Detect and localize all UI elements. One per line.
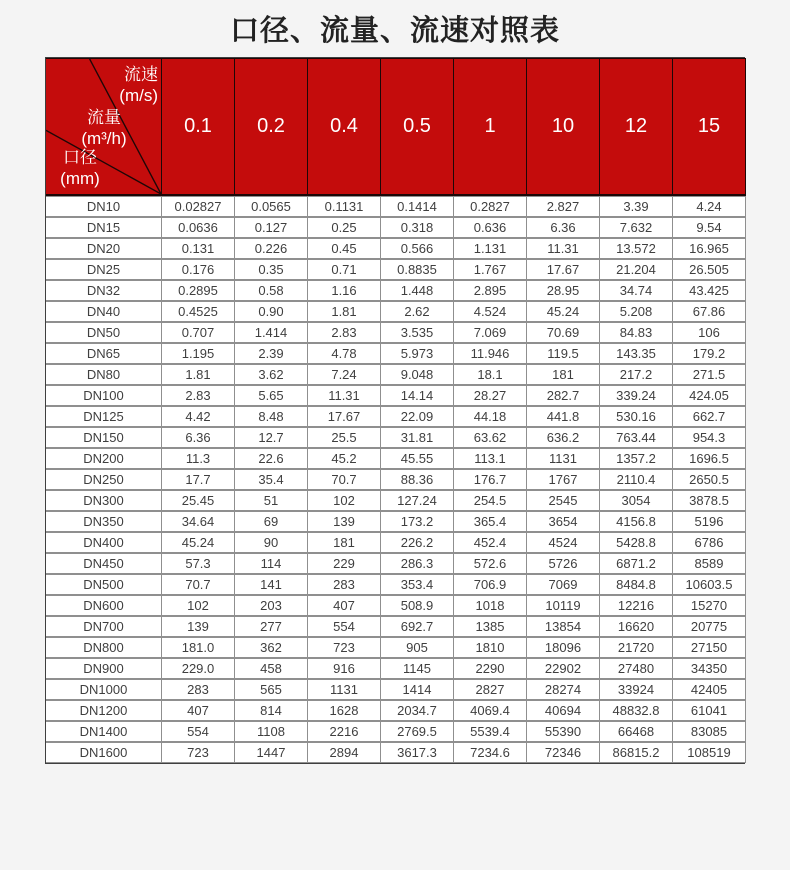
table-row: [46, 448, 746, 469]
flow-value-cell: 21.204: [600, 259, 673, 280]
diameter-cell: DN1400: [46, 721, 162, 742]
flow-value-cell: 1.16: [308, 280, 381, 301]
flow-value-cell: 407: [162, 700, 235, 721]
flow-value-cell: 13854: [527, 616, 600, 637]
flow-value-cell: 452.4: [454, 532, 527, 553]
flow-value-cell: 22902: [527, 658, 600, 679]
flow-value-cell: 35.4: [235, 469, 308, 490]
flow-value-cell: 141: [235, 574, 308, 595]
flow-value-cell: 45.55: [381, 448, 454, 469]
flow-value-cell: 0.4525: [162, 301, 235, 322]
diameter-axis-label: [48, 147, 112, 189]
table-row: [46, 280, 746, 301]
flow-value-cell: 88.36: [381, 469, 454, 490]
table-row: [46, 742, 746, 763]
flow-value-cell: 0.25: [308, 217, 381, 238]
flow-value-cell: 339.24: [600, 385, 673, 406]
flow-value-cell: 12.7: [235, 427, 308, 448]
flow-value-cell: 45.2: [308, 448, 381, 469]
flow-value-cell: 11.31: [527, 238, 600, 259]
comparison-table: [45, 57, 745, 764]
flow-value-cell: 0.35: [235, 259, 308, 280]
flow-value-cell: 2290: [454, 658, 527, 679]
table-row: [46, 301, 746, 322]
flow-value-cell: 34.64: [162, 511, 235, 532]
flow-value-cell: 48832.8: [600, 700, 673, 721]
flow-value-cell: 2650.5: [673, 469, 746, 490]
flow-value-cell: 1018: [454, 595, 527, 616]
flow-value-cell: 2894: [308, 742, 381, 763]
flow-value-cell: 2034.7: [381, 700, 454, 721]
flow-value-cell: 1628: [308, 700, 381, 721]
flow-value-cell: 18096: [527, 637, 600, 658]
flow-value-cell: 554: [162, 721, 235, 742]
flow-value-cell: 1385: [454, 616, 527, 637]
flow-value-cell: 1131: [527, 448, 600, 469]
flow-value-cell: 362: [235, 637, 308, 658]
flow-value-cell: 1414: [381, 679, 454, 700]
diameter-cell: DN700: [46, 616, 162, 637]
flow-value-cell: 1.414: [235, 322, 308, 343]
diameter-cell: DN800: [46, 637, 162, 658]
velocity-column-header: 15: [673, 58, 746, 196]
table-row: [46, 595, 746, 616]
diameter-cell: DN500: [46, 574, 162, 595]
flow-value-cell: 1447: [235, 742, 308, 763]
flow-value-cell: 70.69: [527, 322, 600, 343]
flow-value-cell: 1131: [308, 679, 381, 700]
flow-value-cell: 17.7: [162, 469, 235, 490]
flow-value-cell: 0.226: [235, 238, 308, 259]
flow-value-cell: 102: [308, 490, 381, 511]
flow-value-cell: 1145: [381, 658, 454, 679]
flow-value-cell: 127.24: [381, 490, 454, 511]
flow-value-cell: 203: [235, 595, 308, 616]
flow-value-cell: 2.83: [162, 385, 235, 406]
flow-value-cell: 0.176: [162, 259, 235, 280]
flow-value-cell: 1767: [527, 469, 600, 490]
diameter-cell: DN400: [46, 532, 162, 553]
diameter-cell: DN65: [46, 343, 162, 364]
flow-value-cell: 11.3: [162, 448, 235, 469]
flow-value-cell: 0.71: [308, 259, 381, 280]
velocity-column-header: 0.5: [381, 58, 454, 196]
flow-value-cell: 12216: [600, 595, 673, 616]
flow-value-cell: 2.39: [235, 343, 308, 364]
flow-value-cell: 3.39: [600, 196, 673, 217]
flow-value-cell: 0.1414: [381, 196, 454, 217]
flow-value-cell: 181: [527, 364, 600, 385]
flow-value-cell: 6871.2: [600, 553, 673, 574]
flow-value-cell: 40694: [527, 700, 600, 721]
flow-value-cell: 45.24: [527, 301, 600, 322]
flow-value-cell: 0.636: [454, 217, 527, 238]
flow-value-cell: 34350: [673, 658, 746, 679]
diameter-cell: DN125: [46, 406, 162, 427]
flow-value-cell: 424.05: [673, 385, 746, 406]
table-row: [46, 406, 746, 427]
flow-value-cell: 179.2: [673, 343, 746, 364]
flow-axis-label: [72, 107, 136, 149]
flow-value-cell: 282.7: [527, 385, 600, 406]
diameter-cell: DN900: [46, 658, 162, 679]
flow-value-cell: 916: [308, 658, 381, 679]
velocity-column-header: 0.2: [235, 58, 308, 196]
flow-value-cell: 763.44: [600, 427, 673, 448]
flow-value-cell: 70.7: [308, 469, 381, 490]
flow-value-cell: 0.566: [381, 238, 454, 259]
diameter-cell: DN80: [46, 364, 162, 385]
flow-value-cell: 55390: [527, 721, 600, 742]
flow-value-cell: 83085: [673, 721, 746, 742]
flow-value-cell: 28.95: [527, 280, 600, 301]
flow-value-cell: 5726: [527, 553, 600, 574]
table-row: [46, 385, 746, 406]
flow-value-cell: 26.505: [673, 259, 746, 280]
flow-value-cell: 108519: [673, 742, 746, 763]
table-row: [46, 679, 746, 700]
table-body: [46, 196, 746, 763]
flow-value-cell: 229: [308, 553, 381, 574]
flow-value-cell: 0.2895: [162, 280, 235, 301]
table-row: [46, 658, 746, 679]
flow-value-cell: 5.973: [381, 343, 454, 364]
diameter-cell: DN1200: [46, 700, 162, 721]
table-row: [46, 721, 746, 742]
table-row: [46, 196, 746, 217]
table-row: [46, 532, 746, 553]
diameter-cell: DN20: [46, 238, 162, 259]
flow-value-cell: 277: [235, 616, 308, 637]
flow-value-cell: 2.827: [527, 196, 600, 217]
table-row: [46, 469, 746, 490]
flow-value-cell: 0.58: [235, 280, 308, 301]
flow-value-cell: 353.4: [381, 574, 454, 595]
flow-value-cell: 407: [308, 595, 381, 616]
corner-header-cell: [46, 58, 162, 196]
flow-value-cell: 0.707: [162, 322, 235, 343]
flow-value-cell: 8589: [673, 553, 746, 574]
flow-value-cell: 16620: [600, 616, 673, 637]
page-title: 口径、流量、流速对照表: [229, 15, 560, 47]
flow-unit-text: (m³/h): [81, 129, 127, 148]
flow-value-cell: 11.946: [454, 343, 527, 364]
flow-value-cell: 229.0: [162, 658, 235, 679]
flow-value-cell: 723: [162, 742, 235, 763]
flow-value-cell: 17.67: [527, 259, 600, 280]
diameter-cell: DN250: [46, 469, 162, 490]
flow-value-cell: 1.767: [454, 259, 527, 280]
flow-value-cell: 11.31: [308, 385, 381, 406]
flow-value-cell: 283: [162, 679, 235, 700]
diameter-cell: DN600: [46, 595, 162, 616]
table-row: [46, 574, 746, 595]
diameter-label-text: 口径: [63, 148, 97, 167]
flow-value-cell: 0.2827: [454, 196, 527, 217]
flow-value-cell: 8484.8: [600, 574, 673, 595]
flow-value-cell: 18.1: [454, 364, 527, 385]
flow-value-cell: 441.8: [527, 406, 600, 427]
header-row: [46, 58, 746, 196]
table-row: [46, 322, 746, 343]
flow-value-cell: 25.45: [162, 490, 235, 511]
diameter-cell: DN450: [46, 553, 162, 574]
velocity-column-header: 0.1: [162, 58, 235, 196]
table-row: [46, 427, 746, 448]
flow-value-cell: 31.81: [381, 427, 454, 448]
flow-value-cell: 9.54: [673, 217, 746, 238]
flow-value-cell: 173.2: [381, 511, 454, 532]
flow-value-cell: 57.3: [162, 553, 235, 574]
flow-value-cell: 0.1131: [308, 196, 381, 217]
table-row: [46, 364, 746, 385]
flow-value-cell: 6786: [673, 532, 746, 553]
flow-value-cell: 69: [235, 511, 308, 532]
flow-value-cell: 7.069: [454, 322, 527, 343]
flow-value-cell: 114: [235, 553, 308, 574]
flow-value-cell: 554: [308, 616, 381, 637]
flow-value-cell: 66468: [600, 721, 673, 742]
flow-value-cell: 283: [308, 574, 381, 595]
flow-value-cell: 4.524: [454, 301, 527, 322]
flow-value-cell: 530.16: [600, 406, 673, 427]
flow-value-cell: 70.7: [162, 574, 235, 595]
flow-value-cell: 1.131: [454, 238, 527, 259]
flow-value-cell: 5196: [673, 511, 746, 532]
flow-value-cell: 0.318: [381, 217, 454, 238]
diameter-cell: DN1600: [46, 742, 162, 763]
flow-value-cell: 954.3: [673, 427, 746, 448]
flow-value-cell: 139: [162, 616, 235, 637]
diameter-cell: DN1000: [46, 679, 162, 700]
diameter-cell: DN200: [46, 448, 162, 469]
flow-value-cell: 5.65: [235, 385, 308, 406]
table-row: [46, 217, 746, 238]
diameter-cell: DN50: [46, 322, 162, 343]
flow-value-cell: 2827: [454, 679, 527, 700]
flow-value-cell: 42405: [673, 679, 746, 700]
velocity-column-header: 1: [454, 58, 527, 196]
flow-value-cell: 905: [381, 637, 454, 658]
flow-value-cell: 1108: [235, 721, 308, 742]
table-row: [46, 343, 746, 364]
flow-value-cell: 90: [235, 532, 308, 553]
flow-value-cell: 0.131: [162, 238, 235, 259]
flow-value-cell: 2.83: [308, 322, 381, 343]
flow-value-cell: 34.74: [600, 280, 673, 301]
flow-value-cell: 25.5: [308, 427, 381, 448]
flow-value-cell: 176.7: [454, 469, 527, 490]
flow-value-cell: 458: [235, 658, 308, 679]
flow-value-cell: 0.127: [235, 217, 308, 238]
flow-value-cell: 51: [235, 490, 308, 511]
flow-value-cell: 7069: [527, 574, 600, 595]
flow-value-cell: 181.0: [162, 637, 235, 658]
flow-value-cell: 45.24: [162, 532, 235, 553]
table-row: [46, 553, 746, 574]
flow-value-cell: 226.2: [381, 532, 454, 553]
flow-value-cell: 72346: [527, 742, 600, 763]
flow-value-cell: 565: [235, 679, 308, 700]
flow-value-cell: 706.9: [454, 574, 527, 595]
flow-value-cell: 3054: [600, 490, 673, 511]
flow-value-cell: 508.9: [381, 595, 454, 616]
flow-value-cell: 84.83: [600, 322, 673, 343]
flow-value-cell: 1.81: [162, 364, 235, 385]
diameter-unit-text: (mm): [60, 169, 100, 188]
flow-value-cell: 143.35: [600, 343, 673, 364]
diameter-cell: DN100: [46, 385, 162, 406]
flow-value-cell: 5428.8: [600, 532, 673, 553]
velocity-unit-text: (m/s): [119, 86, 158, 105]
flow-value-cell: 102: [162, 595, 235, 616]
flow-value-cell: 61041: [673, 700, 746, 721]
table-row: [46, 616, 746, 637]
flow-value-cell: 27150: [673, 637, 746, 658]
flow-value-cell: 119.5: [527, 343, 600, 364]
flow-value-cell: 1357.2: [600, 448, 673, 469]
flow-value-cell: 662.7: [673, 406, 746, 427]
flow-value-cell: 0.45: [308, 238, 381, 259]
flow-value-cell: 2545: [527, 490, 600, 511]
flow-value-cell: 8.48: [235, 406, 308, 427]
flow-value-cell: 16.965: [673, 238, 746, 259]
flow-value-cell: 44.18: [454, 406, 527, 427]
diameter-cell: DN32: [46, 280, 162, 301]
diameter-cell: DN300: [46, 490, 162, 511]
flow-value-cell: 7.632: [600, 217, 673, 238]
flow-value-cell: 5539.4: [454, 721, 527, 742]
flow-value-cell: 814: [235, 700, 308, 721]
table-row: [46, 259, 746, 280]
flow-value-cell: 4.78: [308, 343, 381, 364]
diameter-cell: DN10: [46, 196, 162, 217]
flow-value-cell: 28.27: [454, 385, 527, 406]
flow-value-cell: 572.6: [454, 553, 527, 574]
flow-value-cell: 14.14: [381, 385, 454, 406]
flow-value-cell: 2769.5: [381, 721, 454, 742]
flow-value-cell: 28274: [527, 679, 600, 700]
flow-value-cell: 3654: [527, 511, 600, 532]
flow-value-cell: 20775: [673, 616, 746, 637]
flow-value-cell: 2216: [308, 721, 381, 742]
flow-value-cell: 1.195: [162, 343, 235, 364]
flow-value-cell: 254.5: [454, 490, 527, 511]
flow-value-cell: 4.42: [162, 406, 235, 427]
flow-value-cell: 7.24: [308, 364, 381, 385]
flow-value-cell: 2110.4: [600, 469, 673, 490]
diameter-cell: DN150: [46, 427, 162, 448]
flow-value-cell: 0.8835: [381, 259, 454, 280]
flow-value-cell: 10603.5: [673, 574, 746, 595]
flow-value-cell: 9.048: [381, 364, 454, 385]
diameter-cell: DN40: [46, 301, 162, 322]
flow-value-cell: 0.0636: [162, 217, 235, 238]
table-row: [46, 511, 746, 532]
flow-value-cell: 139: [308, 511, 381, 532]
flow-value-cell: 67.86: [673, 301, 746, 322]
velocity-axis-label: [119, 64, 158, 106]
flow-value-cell: 22.09: [381, 406, 454, 427]
flow-value-cell: 723: [308, 637, 381, 658]
flow-value-cell: 63.62: [454, 427, 527, 448]
flow-value-cell: 0.02827: [162, 196, 235, 217]
flow-value-cell: 1.448: [381, 280, 454, 301]
flow-value-cell: 3.535: [381, 322, 454, 343]
flow-value-cell: 10119: [527, 595, 600, 616]
velocity-label-text: 流速: [124, 65, 158, 84]
flow-value-cell: 7234.6: [454, 742, 527, 763]
flow-value-cell: 1810: [454, 637, 527, 658]
flow-value-cell: 86815.2: [600, 742, 673, 763]
flow-label-text: 流量: [87, 108, 121, 127]
flow-value-cell: 3617.3: [381, 742, 454, 763]
flow-value-cell: 2.895: [454, 280, 527, 301]
diameter-cell: DN350: [46, 511, 162, 532]
flow-value-cell: 6.36: [162, 427, 235, 448]
flow-value-cell: 2.62: [381, 301, 454, 322]
flow-value-cell: 217.2: [600, 364, 673, 385]
flow-value-cell: 271.5: [673, 364, 746, 385]
flow-value-cell: 33924: [600, 679, 673, 700]
velocity-column-header: 10: [527, 58, 600, 196]
flow-value-cell: 13.572: [600, 238, 673, 259]
flow-value-cell: 22.6: [235, 448, 308, 469]
flow-value-cell: 17.67: [308, 406, 381, 427]
flow-value-cell: 27480: [600, 658, 673, 679]
flow-value-cell: 692.7: [381, 616, 454, 637]
table-row: [46, 490, 746, 511]
diameter-cell: DN25: [46, 259, 162, 280]
flow-value-cell: 106: [673, 322, 746, 343]
flow-value-cell: 3878.5: [673, 490, 746, 511]
flow-value-cell: 0.90: [235, 301, 308, 322]
flow-value-cell: 113.1: [454, 448, 527, 469]
velocity-column-header: 12: [600, 58, 673, 196]
flow-value-cell: 181: [308, 532, 381, 553]
velocity-column-header: 0.4: [308, 58, 381, 196]
flow-value-cell: 15270: [673, 595, 746, 616]
table-row: [46, 700, 746, 721]
flow-value-cell: 4.24: [673, 196, 746, 217]
flow-value-cell: 0.0565: [235, 196, 308, 217]
flow-rate-table: [46, 58, 746, 763]
flow-value-cell: 43.425: [673, 280, 746, 301]
flow-value-cell: 4156.8: [600, 511, 673, 532]
flow-value-cell: 21720: [600, 637, 673, 658]
flow-value-cell: 4069.4: [454, 700, 527, 721]
flow-value-cell: 1.81: [308, 301, 381, 322]
flow-value-cell: 5.208: [600, 301, 673, 322]
table-row: [46, 238, 746, 259]
table-row: [46, 637, 746, 658]
flow-value-cell: 3.62: [235, 364, 308, 385]
flow-value-cell: 1696.5: [673, 448, 746, 469]
flow-value-cell: 286.3: [381, 553, 454, 574]
diameter-cell: DN15: [46, 217, 162, 238]
flow-value-cell: 4524: [527, 532, 600, 553]
flow-value-cell: 365.4: [454, 511, 527, 532]
flow-value-cell: 6.36: [527, 217, 600, 238]
flow-value-cell: 636.2: [527, 427, 600, 448]
